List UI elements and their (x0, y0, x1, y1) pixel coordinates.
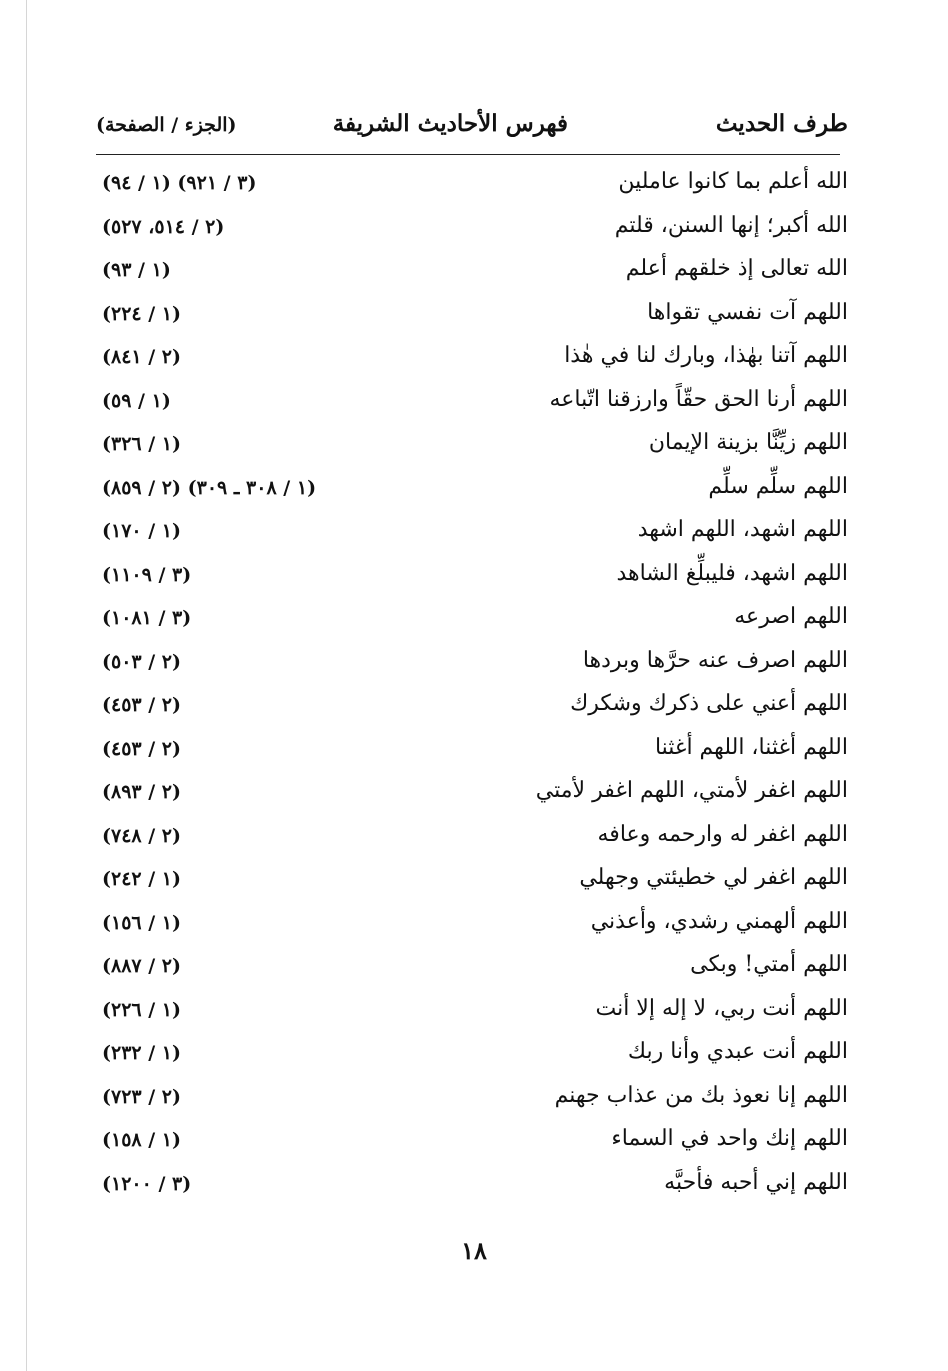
hadith-index-list (96, 165, 848, 1209)
hadith-text: اللهم أرنا الحق حقّاً وارزقنا اتّباعه (549, 386, 848, 412)
column-heading-volume-page: (الجزء / الصفحة) (96, 114, 237, 136)
volume-page-reference: (١ / ٢٣٢) (102, 1042, 182, 1064)
hadith-text: اللهم زيِّنَّا بزينة الإيمان (648, 430, 848, 455)
hadith-text: اللهم أعني على ذكرك وشكرك (570, 691, 848, 716)
index-entry (96, 1122, 848, 1166)
volume-page-reference: (٢ / ٧٢٣) (102, 1085, 182, 1108)
index-entry (96, 905, 848, 949)
index-entry (96, 209, 848, 253)
index-entry (96, 818, 848, 862)
hadith-text: اللهم سلِّم سلِّم (708, 473, 848, 499)
hadith-text: اللهم أمتي! وبكى (690, 952, 848, 977)
volume-page-reference: (٢ / ٥١٤، ٥٢٧) (102, 215, 225, 238)
hadith-text: اللهم آت نفسي تقواها (647, 299, 848, 325)
index-entry (96, 948, 848, 992)
hadith-text: الله أعلم بما كانوا عاملين (618, 169, 848, 194)
index-entry (96, 644, 848, 688)
index-entry (96, 252, 848, 296)
scan-edge-line (26, 0, 27, 1371)
hadith-text: اللهم إنك واحد في السماء (611, 1126, 848, 1151)
volume-page-reference: (٣ / ١٢٠٠) (102, 1172, 192, 1195)
index-entry (96, 1035, 848, 1079)
hadith-text: اللهم آتنا بهٰذا، وبارك لنا في هٰذا (564, 343, 848, 368)
volume-page-reference: (١ / ٩٣) (102, 259, 171, 281)
hadith-text: اللهم اشهد، اللهم اشهد (637, 517, 848, 542)
volume-page-reference: (١ / ١٥٦) (102, 911, 182, 934)
volume-page-reference: (١ / ٢٢٦) (102, 998, 182, 1021)
volume-page-reference: (١ / ٥٩) (102, 389, 171, 412)
header-divider (96, 154, 840, 155)
hadith-text: اللهم أنت عبدي وأنا ربك (627, 1039, 848, 1064)
index-entry (96, 1079, 848, 1123)
page-number: ١٨ (461, 1236, 487, 1265)
index-entry (96, 296, 848, 340)
index-entry (96, 557, 848, 601)
volume-page-reference: (١ / ٢٢٤) (102, 302, 182, 325)
volume-page-reference: (٢ / ٤٥٣) (102, 694, 182, 716)
hadith-text: اللهم ألهمني رشدي، وأعذني (590, 908, 848, 934)
index-entry (96, 470, 848, 514)
hadith-text: اللهم اصرعه (734, 604, 848, 629)
volume-page-reference: (١ / ١٧٠) (102, 520, 182, 542)
volume-page-reference: (١ / ٩٤) (٣ / ٩٢١) (102, 172, 257, 194)
volume-page-reference: (١ / ٢٤٢) (102, 868, 182, 890)
hadith-text: الله أكبر؛ إنها السنن، قلتم (614, 212, 848, 238)
hadith-text: اللهم أغثنا، اللهم أغثنا (654, 734, 848, 760)
volume-page-reference: (٢ / ٨٩٣) (102, 781, 182, 803)
volume-page-reference: (٢ / ٧٤٨) (102, 824, 182, 847)
hadith-text: اللهم إني أحبه فأحبَّه (664, 1169, 848, 1195)
index-entry (96, 992, 848, 1036)
index-entry (96, 383, 848, 427)
column-heading-hadith-start: طرف الحديث (715, 110, 848, 137)
page-header (96, 110, 848, 152)
volume-page-reference: (٢ / ٨٤١) (102, 346, 182, 368)
hadith-text: اللهم إنا نعوذ بك من عذاب جهنم (554, 1082, 848, 1108)
volume-page-reference: (٣ / ١٠٨١) (102, 607, 192, 629)
volume-page-reference: (١ / ٣٠٨ ـ ٣٠٩) (٢ / ٨٥٩) (102, 476, 317, 499)
volume-page-reference: (٣ / ١١٠٩) (102, 563, 192, 586)
index-entry (96, 1166, 848, 1210)
hadith-text: اللهم اشهد، فليبلِّغ الشاهد (616, 560, 848, 586)
volume-page-reference: (١ / ١٥٨) (102, 1129, 182, 1151)
volume-page-reference: (٢ / ٨٨٧) (102, 955, 182, 977)
index-entry (96, 861, 848, 905)
index-entry (96, 731, 848, 775)
volume-page-reference: (٢ / ٤٥٣) (102, 737, 182, 760)
hadith-text: اللهم أنت ربي، لا إله إلا أنت (595, 995, 848, 1021)
index-entry (96, 774, 848, 818)
index-entry (96, 426, 848, 470)
index-entry (96, 165, 848, 209)
hadith-text: اللهم اغفر لي خطيئتي وجهلي (579, 865, 848, 890)
hadith-text: اللهم اصرف عنه حرَّها وبردها (582, 647, 848, 673)
hadith-text: اللهم اغفر له وارحمه وعافه (597, 821, 848, 847)
hadith-text: اللهم اغفر لأمتي، اللهم اغفر لأمتي (535, 778, 848, 803)
volume-page-reference: (٢ / ٥٠٣) (102, 650, 182, 673)
index-entry (96, 687, 848, 731)
index-title: فهرس الأحاديث الشريفة (332, 110, 568, 137)
index-entry (96, 339, 848, 383)
hadith-text: الله تعالى إذ خلقهم أعلم (625, 256, 848, 281)
index-entry (96, 513, 848, 557)
index-entry (96, 600, 848, 644)
volume-page-reference: (١ / ٣٢٦) (102, 433, 182, 455)
